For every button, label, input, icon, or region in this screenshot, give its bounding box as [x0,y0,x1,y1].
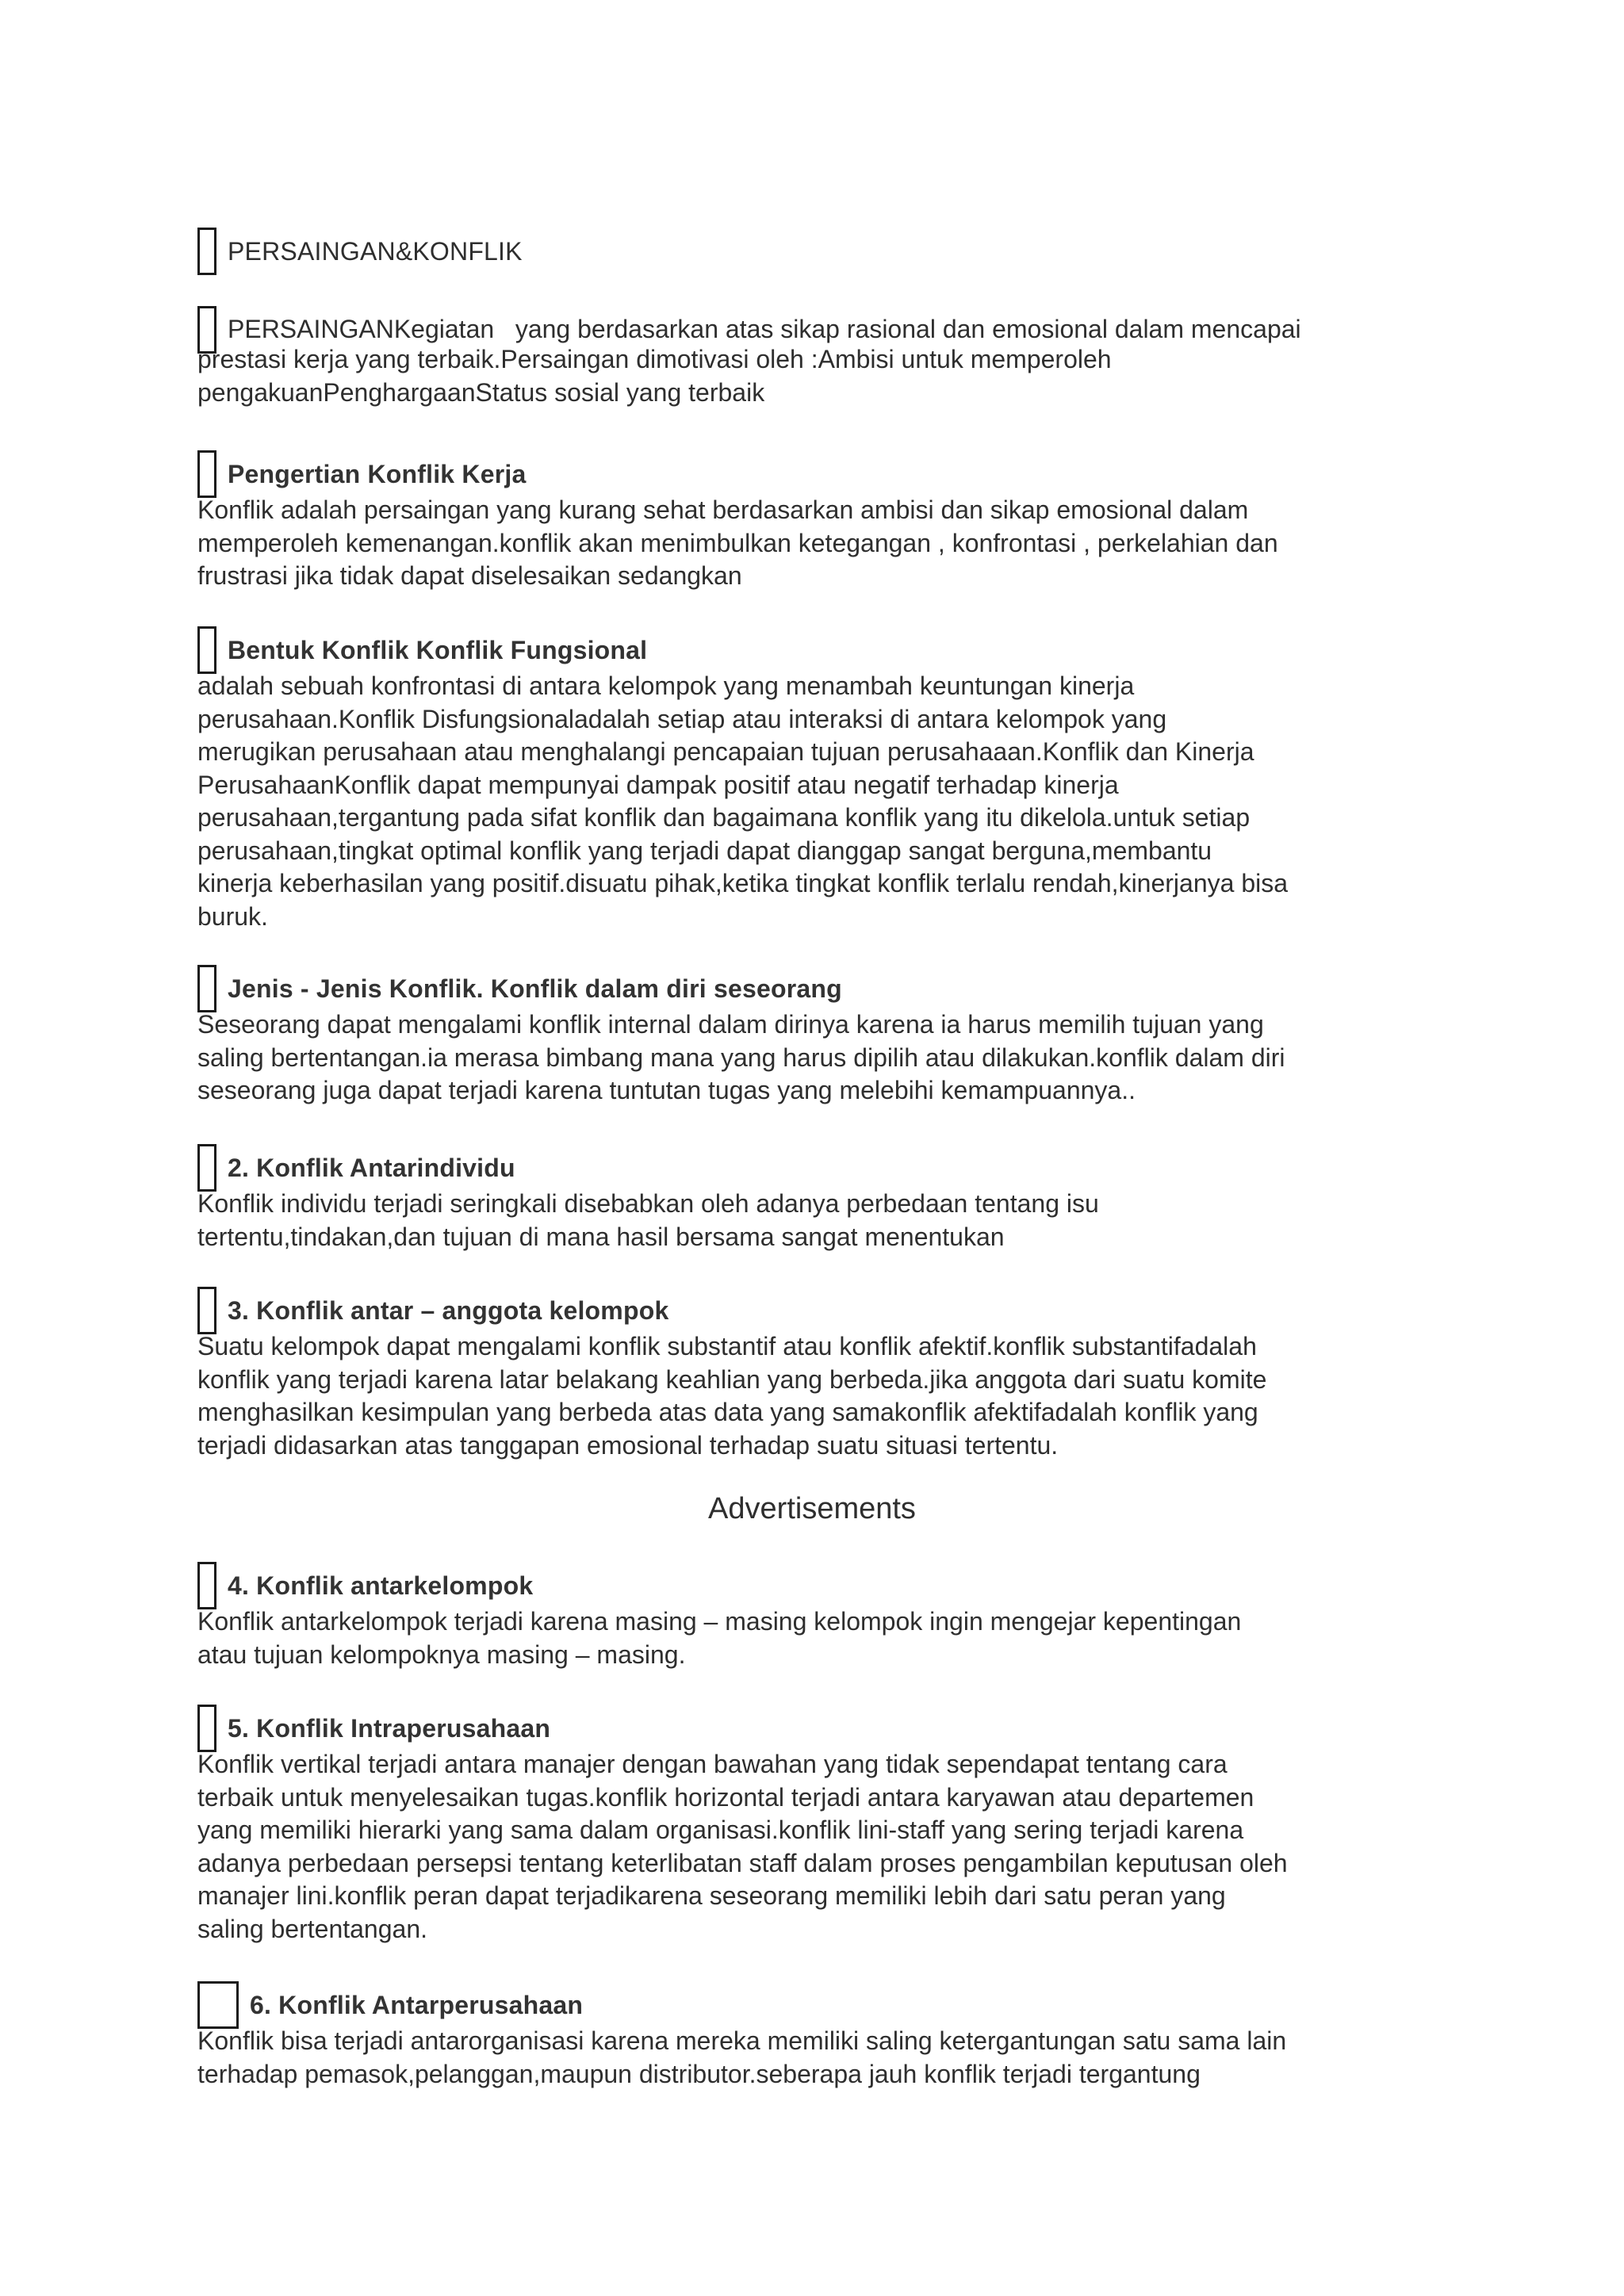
section-heading: 4. Konflik antarkelompok [228,1571,534,1600]
text-line: Konflik vertikal terjadi antara manajer dengan bawahan yang tidak sependapat tentang cara [197,1750,1228,1778]
persaingan-line-1: Kegiatan yang berdasarkan atas sikap rasional dan emosional dalam mencapai [393,315,1301,344]
text-line: Konflik individu terjadi seringkali disebabkan oleh adanya perbedaan tentang isu [197,1189,1099,1218]
section-antarindividu [197,1142,1450,1253]
text-line: perusahaan,tergantung pada sifat konflik dan bagaimana konflik yang itu dikelola.untuk setiap [197,803,1251,832]
section-text [197,494,1450,593]
text-line: adalah sebuah konfrontasi di antara kelompok yang menambah keuntungan kinerja [197,672,1135,700]
text-line: frustrasi jika tidak dapat diselesaikan sedangkan [197,561,742,590]
section-bentuk-konflik [197,624,1450,933]
section-heading: Pengertian Konflik Kerja [228,459,527,488]
section-text [197,1605,1450,1671]
text-line: terbaik untuk menyelesaikan tugas.konflik horizontal terjadi antara karyawan atau departemen [197,1782,1254,1812]
text-line: perusahaan.Konflik Disfungsionaladalah setiap atau interaksi di antara kelompok yang [197,704,1167,733]
section-pengertian [197,448,1450,593]
missing-glyph-box [197,1287,216,1334]
section-jenis-konflik [197,962,1450,1108]
title-block [197,225,1450,277]
section-text [197,1748,1450,1946]
section-antarkelompok [197,1559,1450,1671]
text-line: saling bertentangan.ia merasa bimbang mana yang harus dipilih atau dilakukan.konflik dalam diri [197,1043,1285,1072]
text-line: Suatu kelompok dapat mengalami konflik substantif atau konflik afektif.konflik substantifadalah [197,1332,1257,1360]
text-line: prestasi kerja yang terbaik.Persaingan dimotivasi oleh :Ambisi untuk memperoleh [197,345,1112,373]
missing-glyph-box [197,1144,216,1192]
text-line: Konflik adalah persaingan yang kurang sehat berdasarkan ambisi dan sikap emosional dalam [197,496,1249,524]
section-intraperusahaan [197,1702,1450,1946]
text-line: terhadap pemasok,pelanggan,maupun distributor.seberapa jauh konflik terjadi tergantung [197,2059,1201,2088]
text-line: menghasilkan kesimpulan yang berbeda atas data yang samakonflik afektifadalah konflik yang [197,1398,1258,1426]
section-text [197,1330,1450,1462]
text-line: konflik yang terjadi karena latar belakang keahlian yang berbeda.jika anggota dari suatu komite [197,1364,1267,1394]
section-heading: Jenis - Jenis Konflik. Konflik dalam diri seseorang [228,974,842,1003]
missing-glyph-box [197,1981,239,2029]
text-line: atau tujuan kelompoknya masing – masing. [197,1640,686,1669]
text-line: buruk. [197,901,268,931]
text-line: adanya perbedaan persepsi tentang keterlibatan staff dalam proses pengambilan keputusan oleh [197,1848,1288,1877]
section-text [197,1008,1450,1108]
text-line: pengakuanPenghargaanStatus sosial yang terbaik [197,377,765,407]
section-heading: 6. Konflik Antarperusahaan [250,1990,584,2019]
page-title: PERSAINGAN&KONFLIK [228,236,523,266]
section-text [197,1188,1450,1253]
section-heading: 2. Konflik Antarindividu [228,1153,515,1182]
missing-glyph-box [197,450,216,498]
section-heading: 3. Konflik antar – anggota kelompok [228,1295,669,1325]
text-line: memperoleh kemenangan.konflik akan menimbulkan ketegangan , konfrontasi , perkelahian dan [197,528,1278,557]
text-line: PerusahaanKonflik dapat mempunyai dampak positif atau negatif terhadap kinerja [197,770,1119,799]
missing-glyph-box [197,228,216,275]
section-heading: Bentuk Konflik Konflik Fungsional [228,635,648,664]
persaingan-text [197,343,1450,409]
text-line: Seseorang dapat mengalami konflik internal dalam dirinya karena ia harus memilih tujuan yang [197,1010,1264,1039]
persaingan-block [197,307,1450,409]
missing-glyph-box [197,1562,216,1609]
text-line: yang memiliki hierarki yang sama dalam organisasi.konflik lini-staff yang sering terjadi karena [197,1816,1244,1844]
text-line: Konflik bisa terjadi antarorganisasi karena mereka memiliki saling ketergantungan satu sama lain [197,2026,1287,2055]
text-line: tertentu,tindakan,dan tujuan di mana hasil bersama sangat menentukan [197,1222,1005,1251]
text-line: Konflik antarkelompok terjadi karena masing – masing kelompok ingin mengejar kepentingan [197,1607,1242,1636]
text-line: manajer lini.konflik peran dapat terjadikarena seseorang memiliki lebih dari satu peran yang [197,1881,1226,1910]
text-line: merugikan perusahaan atau menghalangi pencapaian tujuan perusahaaan.Konflik dan Kinerja [197,737,1254,766]
section-text [197,670,1450,933]
persaingan-heading: PERSAINGAN [228,315,394,344]
section-text [197,2025,1450,2091]
section-heading: 5. Konflik Intraperusahaan [228,1713,551,1743]
advertisements-label: Advertisements [708,1492,916,1525]
text-line: terjadi didasarkan atas tanggapan emosional terhadap suatu situasi tertentu. [197,1430,1059,1460]
section-antarperusahaan [197,1979,1450,2091]
section-antar-anggota [197,1284,1450,1462]
missing-glyph-box [197,1705,216,1752]
missing-glyph-box [197,965,216,1012]
text-line: seseorang juga dapat terjadi karena tuntutan tugas yang melebihi kemampuannya.. [197,1076,1136,1104]
text-line: saling bertentangan. [197,1914,427,1943]
text-line: kinerja keberhasilan yang positif.disuatu pihak,ketika tingkat konflik terlalu rendah,kinerjanya bisa [197,869,1289,897]
text-line: perusahaan,tingkat optimal konflik yang terjadi dapat dianggap sangat berguna,membantu [197,836,1212,865]
missing-glyph-box [197,626,216,674]
